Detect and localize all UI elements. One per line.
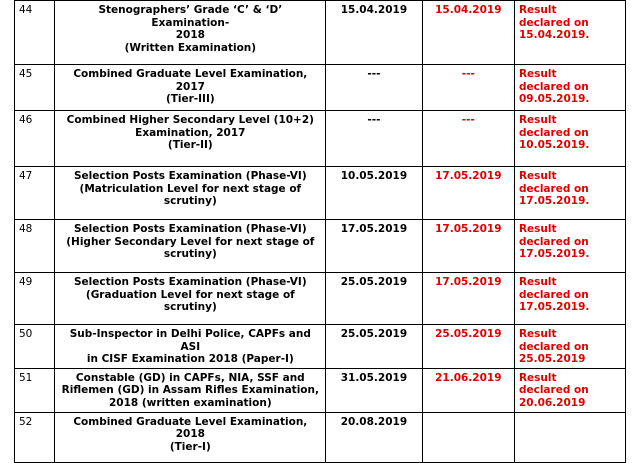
first-date-cell — [326, 412, 422, 462]
examination-name-line: 2018 — [175, 29, 205, 41]
result-status-cell — [514, 412, 625, 462]
examination-name-line: (Higher Secondary Level for next stage of — [66, 235, 315, 248]
examination-name-line: (Written Examination) — [124, 41, 257, 54]
first-date-cell — [326, 111, 422, 167]
second-date-text: --- — [461, 68, 475, 80]
second-date-cell — [422, 167, 514, 220]
result-status-line: 09.05.2019. — [518, 93, 590, 105]
serial-number-cell — [15, 167, 55, 220]
result-status-line: declared on — [518, 182, 589, 195]
second-date-cell — [422, 325, 514, 369]
examination-name-line: Riflemen (GD) in Assam Rifles Examination, — [61, 384, 319, 396]
result-status-line: 15.04.2019. — [518, 29, 590, 41]
result-status-cell — [514, 65, 625, 111]
second-date-cell — [422, 273, 514, 325]
examination-name-line: scrutiny) — [163, 195, 217, 207]
result-status-line: 20.06.2019 — [518, 396, 586, 409]
serial-number-cell — [15, 368, 55, 412]
examination-name-line: (Tier-II) — [167, 139, 213, 151]
serial-number-cell — [15, 1, 55, 65]
first-date-text: 15.04.2019 — [340, 4, 408, 16]
result-status-line: declared on — [518, 340, 589, 353]
examination-name-cell — [55, 368, 326, 412]
examination-name-cell — [55, 325, 326, 369]
table-row — [15, 368, 626, 412]
result-status-line: Result — [518, 114, 557, 126]
first-date-text: 25.05.2019 — [340, 276, 408, 288]
first-date-text: 10.05.2019 — [340, 170, 408, 182]
examination-name-line: (Matriculation Level for next stage of — [79, 182, 302, 195]
serial-number-text: 52 — [19, 415, 33, 428]
result-status-line: 10.05.2019. — [518, 139, 590, 151]
result-status-line: Result — [518, 223, 557, 235]
result-status-cell — [514, 220, 625, 273]
result-status-line: Result — [518, 328, 557, 340]
serial-number-text: 49 — [19, 276, 33, 288]
examination-name-line: Selection Posts Examination (Phase-VI) — [74, 170, 307, 182]
first-date-text: 25.05.2019 — [340, 328, 408, 340]
second-date-text: 21.06.2019 — [435, 371, 502, 384]
examination-name-line: Constable (GD) in CAPFs, NIA, SSF and — [75, 371, 305, 384]
result-status-line: 25.05.2019 — [518, 353, 586, 365]
table-row — [15, 65, 626, 111]
second-date-text: 17.05.2019 — [435, 276, 502, 288]
examination-name-line: Combined Higher Secondary Level (10+2) — [66, 114, 314, 126]
examination-name-cell — [55, 111, 326, 167]
examination-name-line: scrutiny) — [163, 248, 217, 260]
table-row — [15, 273, 626, 325]
examination-name-line: (Tier-I) — [169, 440, 211, 453]
serial-number-text: 45 — [19, 68, 33, 80]
serial-number-text: 47 — [19, 170, 33, 182]
table-row — [15, 325, 626, 369]
examination-name-cell — [55, 65, 326, 111]
result-status-line: declared on — [518, 126, 589, 139]
examination-name-line: (Tier-III) — [165, 93, 215, 105]
first-date-text: 31.05.2019 — [340, 371, 408, 384]
serial-number-text: 48 — [19, 223, 33, 235]
result-status-line: declared on — [518, 235, 589, 248]
result-status-line: declared on — [518, 80, 589, 93]
table-row — [15, 111, 626, 167]
serial-number-cell — [15, 65, 55, 111]
result-status-line: declared on — [518, 288, 589, 301]
serial-number-cell — [15, 325, 55, 369]
serial-number-text: 50 — [19, 328, 33, 340]
first-date-cell — [326, 220, 422, 273]
examination-name-line: Stenographers’ Grade ‘C’ & ‘D’ Examination- — [98, 4, 283, 29]
results-table-body — [15, 1, 626, 463]
first-date-cell — [326, 368, 422, 412]
examination-name-line: 2018 (written examination) — [109, 396, 272, 409]
result-status-line: Result — [518, 68, 557, 80]
serial-number-cell — [15, 111, 55, 167]
second-date-text: 17.05.2019 — [435, 223, 502, 235]
second-date-text: 25.05.2019 — [435, 328, 502, 340]
result-status-line: 17.05.2019. — [518, 248, 590, 260]
first-date-cell — [326, 167, 422, 220]
table-row — [15, 1, 626, 65]
examination-name-line: Sub-Inspector in Delhi Police, CAPFs and ASI — [69, 328, 311, 353]
examination-name-line: Selection Posts Examination (Phase-VI) — [74, 223, 307, 235]
serial-number-cell — [15, 412, 55, 462]
first-date-text: --- — [367, 68, 381, 80]
serial-number-text: 44 — [19, 4, 33, 16]
second-date-cell — [422, 412, 514, 462]
examination-name-cell — [55, 412, 326, 462]
serial-number-cell — [15, 220, 55, 273]
serial-number-text: 51 — [19, 371, 33, 384]
second-date-cell — [422, 65, 514, 111]
first-date-text: --- — [367, 114, 381, 126]
first-date-cell — [326, 273, 422, 325]
examination-name-line: Combined Graduate Level Examination, 2017 — [73, 68, 308, 93]
first-date-cell — [326, 1, 422, 65]
result-status-line: Result — [518, 276, 557, 288]
result-status-line: Result — [518, 371, 557, 384]
second-date-cell — [422, 220, 514, 273]
examination-name-cell — [55, 167, 326, 220]
result-status-line: Result — [518, 4, 557, 16]
second-date-cell — [422, 368, 514, 412]
result-status-cell — [514, 273, 625, 325]
examination-name-cell — [55, 1, 326, 65]
second-date-cell — [422, 1, 514, 65]
table-row — [15, 220, 626, 273]
result-status-line: declared on — [518, 16, 589, 29]
result-status-cell — [514, 167, 625, 220]
examination-name-line: Combined Graduate Level Examination, 2018 — [73, 415, 308, 440]
result-status-cell — [514, 368, 625, 412]
result-status-line: declared on — [518, 384, 589, 396]
serial-number-text: 46 — [19, 114, 33, 126]
examination-name-line: Selection Posts Examination (Phase-VI) — [74, 276, 307, 288]
result-status-cell — [514, 1, 625, 65]
table-row — [15, 412, 626, 462]
first-date-cell — [326, 325, 422, 369]
result-status-line: 17.05.2019. — [518, 195, 590, 207]
result-status-cell — [514, 325, 625, 369]
result-status-line: 17.05.2019. — [518, 301, 590, 313]
first-date-cell — [326, 65, 422, 111]
results-table — [14, 0, 626, 463]
table-row — [15, 167, 626, 220]
examination-name-line: Examination, 2017 — [135, 126, 246, 139]
serial-number-cell — [15, 273, 55, 325]
examination-name-cell — [55, 273, 326, 325]
examination-name-cell — [55, 220, 326, 273]
second-date-cell — [422, 111, 514, 167]
second-date-text: 17.05.2019 — [435, 170, 502, 182]
second-date-text: 15.04.2019 — [435, 4, 502, 16]
first-date-text: 20.08.2019 — [340, 415, 408, 428]
examination-name-line: (Graduation Level for next stage of scrutiny) — [85, 288, 295, 313]
result-status-cell — [514, 111, 625, 167]
result-status-line: Result — [518, 170, 557, 182]
examination-name-line: in CISF Examination 2018 (Paper-I) — [86, 353, 294, 365]
second-date-text: --- — [461, 114, 475, 126]
first-date-text: 17.05.2019 — [340, 223, 408, 235]
